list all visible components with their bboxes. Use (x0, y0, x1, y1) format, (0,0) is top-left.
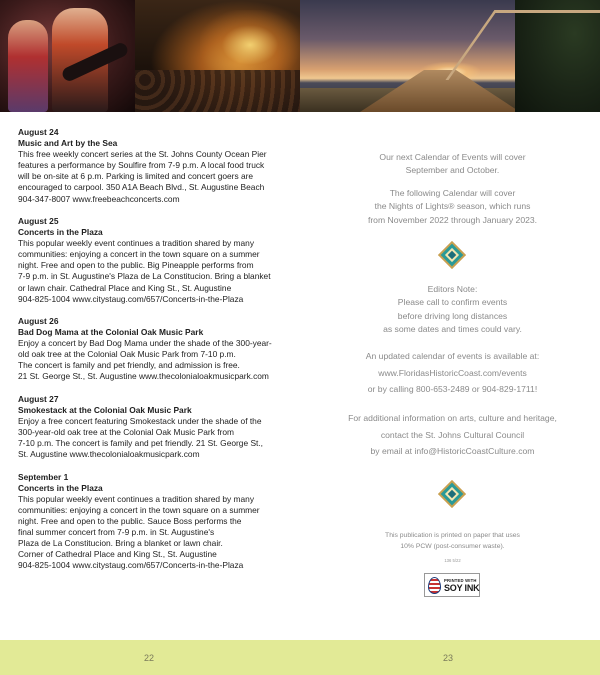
note-line: 10% PCW (post-consumer waste). (400, 542, 505, 550)
event-title: Music and Art by the Sea (18, 138, 118, 149)
event-line: This popular weekly event continues a tradition shared by many (18, 238, 255, 249)
event-date: August 25 (18, 215, 59, 226)
event-line: or lawn chair. Cathedral Place and King St., St. Augustine (18, 282, 232, 293)
event-aug-24 (18, 127, 288, 205)
next-calendar-note (305, 151, 600, 178)
sunset-boardwalk-photo (300, 0, 600, 112)
event-sep-1 (18, 472, 288, 572)
soy-ink-logo (424, 573, 480, 597)
event-line: 7-10 p.m. The concert is family and pet friendly. 21 St. George St., (18, 438, 264, 449)
event-line: Corner of Cathedral Place and King St., St. Augustine (18, 549, 217, 560)
event-line: Enjoy a free concert featuring Smokestack under the shade of the (18, 416, 262, 427)
event-date: August 27 (18, 393, 59, 404)
note-line: An updated calendar of events is available at: (365, 351, 540, 361)
note-line: or by calling 800-653-2489 or 904-829-1711! (367, 384, 538, 395)
diamond-ornament-icon (438, 241, 466, 269)
note-line: September and October. (405, 165, 500, 176)
page-footer (0, 640, 600, 675)
event-line: will be on-site at 6 p.m. Parking is limited and concert goers are (18, 171, 254, 182)
event-line: old oak tree at the Colonial Oak Music Park from 7-10 p.m. (18, 349, 236, 360)
event-line: 904-825-1004 www.citystaug.com/657/Concerts-in-the-Plaza (18, 293, 244, 304)
event-line: night. Free and open to the public. Sauce Boss performs the (18, 516, 242, 527)
concert-photo (0, 0, 300, 112)
events-column (18, 127, 288, 583)
page-number-left: 22 (144, 653, 155, 663)
following-calendar-note (305, 187, 600, 227)
event-line: features a performance by Soulfire from 7-9 p.m. A local food truck (18, 160, 265, 171)
event-line: night. Free and open to the public. Big Pineapple performs from (18, 260, 254, 271)
note-line: Our next Calendar of Events will cover (379, 152, 526, 162)
photo-strip (0, 0, 600, 112)
event-line: This free weekly concert series at the St. Johns County Ocean Pier (18, 149, 267, 160)
event-line: Enjoy a concert by Bad Dog Mama under the shade of the 300-year- (18, 338, 272, 349)
event-line: Plaza de La Constitucion. Bring a blanket or lawn chair. (18, 538, 223, 549)
note-line: as some dates and times could vary. (383, 324, 522, 335)
page-number-right: 23 (443, 653, 454, 663)
event-line: 7-9 p.m. in St. Augustine's Plaza de La Constitucion. Bring a blanket (18, 271, 271, 282)
event-line: The concert is family and pet friendly, and admission is free. (18, 360, 240, 371)
note-line: Editors Note: (427, 284, 478, 294)
editors-note (305, 283, 600, 337)
event-aug-25 (18, 216, 288, 305)
event-line: 904-825-1004 www.citystaug.com/657/Concerts-in-the-Plaza (18, 560, 244, 571)
email-link[interactable]: by email at info@HistoricCoastCulture.com (370, 446, 535, 457)
note-line: the Nights of Lights® season, which runs (374, 201, 531, 212)
event-date: August 24 (18, 127, 59, 137)
event-title: Concerts in the Plaza (18, 227, 103, 238)
event-title: Bad Dog Mama at the Colonial Oak Music Park (18, 327, 204, 338)
soy-logo-text: SOY INK (444, 583, 480, 593)
event-aug-27 (18, 394, 288, 461)
note-line: For additional information on arts, culture and heritage, (348, 413, 557, 423)
event-line: 300-year-old oak tree at the Colonial Oak Music Park from (18, 427, 234, 438)
note-line: Please call to confirm events (397, 297, 508, 308)
event-date: September 1 (18, 471, 69, 482)
event-title: Smokestack at the Colonial Oak Music Park (18, 404, 192, 415)
updated-calendar-note (305, 348, 600, 398)
event-line: communities: enjoying a concert in the town square on a summer (18, 505, 260, 515)
event-aug-26 (18, 316, 288, 383)
note-line: The following Calendar will cover (389, 188, 516, 198)
diamond-ornament-icon (438, 480, 466, 508)
event-line: 904-347-8007 www.freebeachconcerts.com (18, 193, 180, 204)
event-line: encouraged to carpool. 350 A1A Beach Blvd., St. Augustine Beach (18, 182, 265, 193)
note-line: contact the St. Johns Cultural Council (380, 429, 525, 440)
note-line: from November 2022 through January 2023. (367, 214, 538, 225)
event-line: communities: enjoying a concert in the town square on a summer (18, 249, 260, 260)
note-line: before driving long distances (397, 310, 508, 321)
paper-note (305, 531, 600, 552)
event-title: Concerts in the Plaza (18, 482, 103, 493)
note-line: This publication is printed on paper that uses (385, 532, 520, 539)
soy-drop-icon (428, 577, 441, 594)
print-code: 136 5/22 (444, 558, 461, 563)
soy-logo-top: PRINTED WITH (444, 578, 477, 583)
event-line: St. Augustine www.thecolonialoakmusicpark.com (18, 449, 200, 460)
event-date: August 26 (18, 316, 59, 326)
event-line: 21 St. George St., St. Augustine www.thecolonialoakmusicpark.com (18, 371, 269, 382)
events-link[interactable]: www.FloridasHistoricCoast.com/events (378, 367, 527, 378)
additional-info-note (305, 410, 600, 460)
event-line: This popular weekly event continues a tradition shared by many (18, 493, 255, 504)
event-line: final summer concert from 7-9 p.m. in St. Augustine's (18, 527, 215, 538)
